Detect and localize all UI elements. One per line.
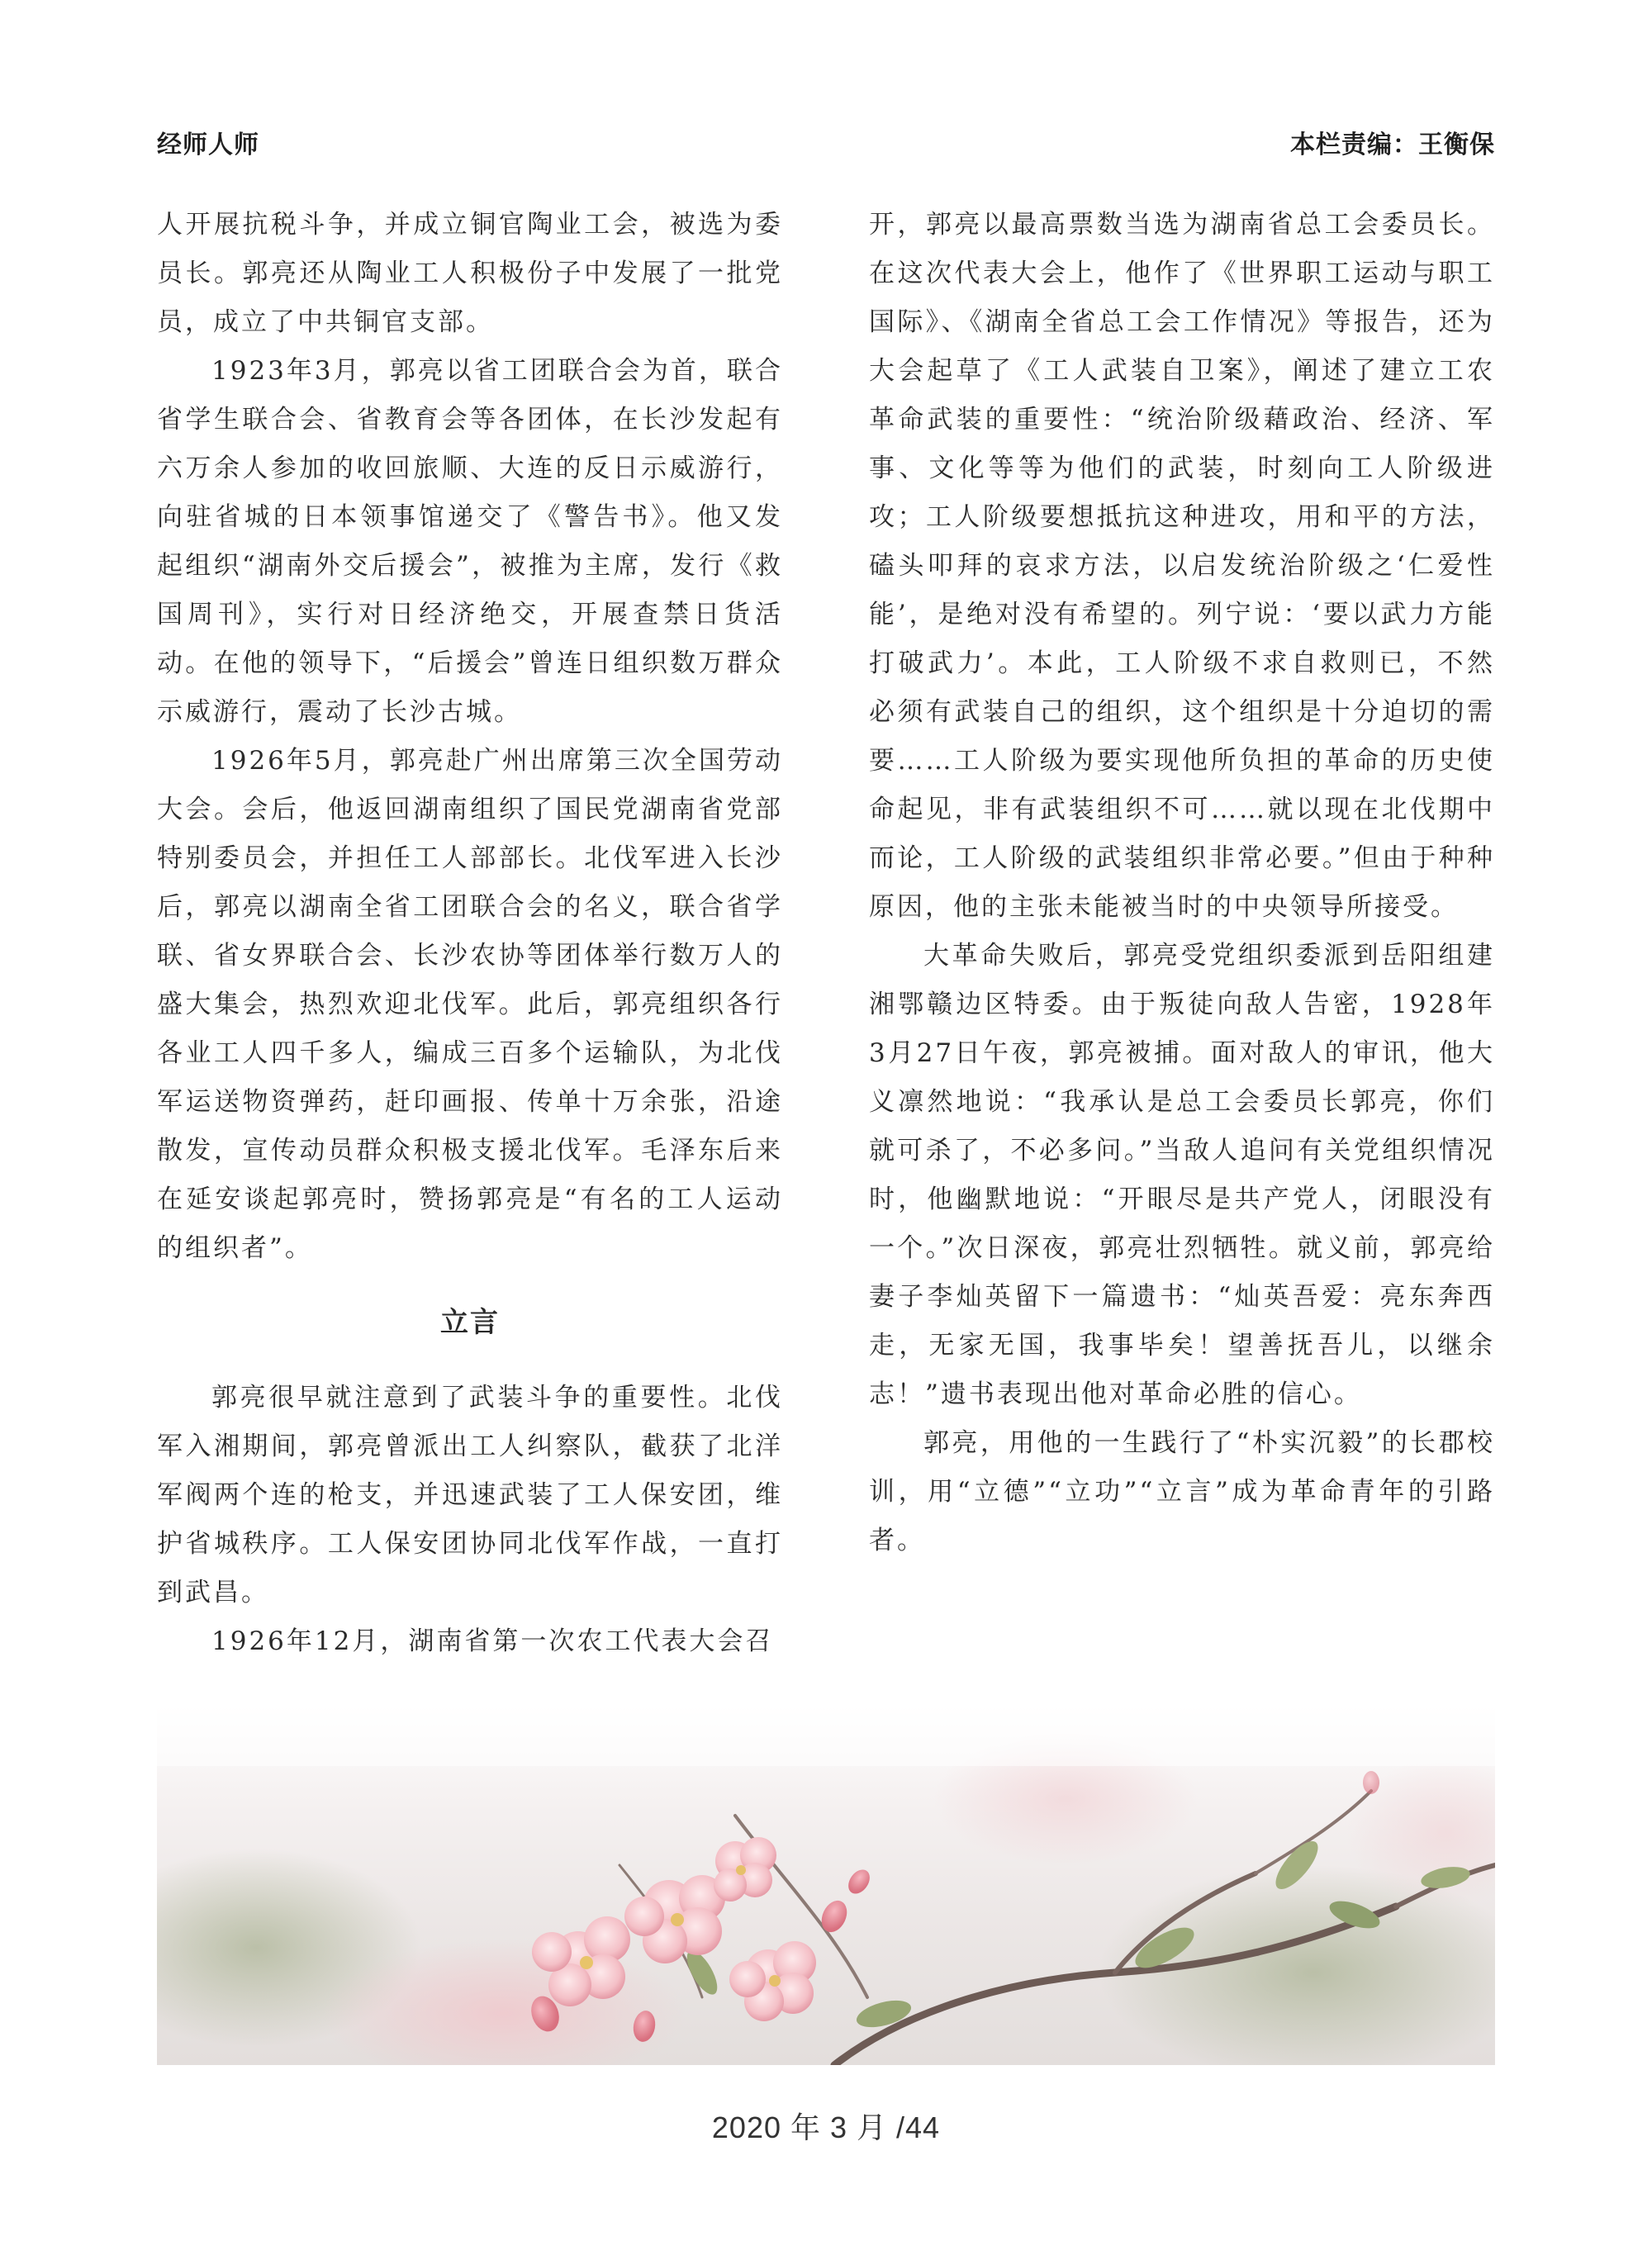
section-heading: 立言	[440, 1307, 500, 1338]
paragraph: 大革命失败后，郭亮受党组织委派到岳阳组建湘鄂赣边区特委。由于叛徒向敌人告密，1928年3月27日午夜，郭亮被捕。面对敌人的审讯，他大义凛然地说：“我承认是总工会委员长郭亮，你们就可杀了，不必多问。”当敌人追问有关党组织情况时，他幽默地说：“开眼尽是共产党人，闭眼没有一个。”次日深夜，郭亮壮烈牺牲。就义前，郭亮给妻子李灿英留下一篇遗书：“灿英吾爱：亮东奔西走，无家无国，我事毕矣！望善抚吾儿，以继余志！”遗书表现出他对革命必胜的信心。	[869, 941, 1495, 1409]
page-number: 2020 年 3 月 /44	[711, 2110, 941, 2144]
left-column	[157, 201, 783, 1666]
paragraph: 开，郭亮以最高票数当选为湖南省总工会委员长。在这次代表大会上，他作了《世界职工运动与职工国际》、《湖南全省总工会工作情况》等报告，还为大会起草了《工人武装自卫案》，阐述了建立工农革命武装的重要性：“统治阶级藉政治、经济、军事、文化等等为他们的武装，时刻向工人阶级进攻；工人阶级要想抵抗这种进攻，用和平的方法，磕头叩拜的哀求方法，以启发统治阶级之‘仁爱性能’，是绝对没有希望的。列宁说：‘要以武力方能打破武力’。本此，工人阶级不求自救则已，不然必须有武装自己的组织，这个组织是十分迫切的需要……工人阶级为要实现他所负担的革命的历史使命起见，非有武装组织不可……就以现在北伐期中而论，工人阶级的武装组织非常必要。”但由于种种原因，他的主张未能被当时的中央领导所接受。	[869, 210, 1495, 922]
column-editor: 本栏责编：王衡保	[1290, 131, 1495, 159]
cherry-blossom-image	[157, 1700, 1495, 2065]
paragraph: 1926年12月，湖南省第一次农工代表大会召	[211, 1626, 774, 1656]
right-column	[869, 201, 1495, 1565]
paragraph: 人开展抗税斗争，并成立铜官陶业工会，被选为委员长。郭亮还从陶业工人积极份子中发展了一批党员，成立了中共铜官支部。	[157, 210, 783, 337]
paragraph: 郭亮，用他的一生践行了“朴实沉毅”的长郡校训，用“立德”“立功”“立言”成为革命青年的引路者。	[869, 1428, 1495, 1555]
paragraph: 郭亮很早就注意到了武装斗争的重要性。北伐军入湘期间，郭亮曾派出工人纠察队，截获了北洋军阀两个连的枪支，并迅速武装了工人保安团，维护省城秩序。工人保安团协同北伐军作战，一直打到武昌。	[157, 1383, 783, 1607]
paragraph: 1923年3月，郭亮以省工团联合会为首，联合省学生联合会、省教育会等各团体，在长沙发起有六万余人参加的收回旅顺、大连的反日示威游行，向驻省城的日本领事馆递交了《警告书》。他又发起组织“湖南外交后援会”，被推为主席，发行《救国周刊》，实行对日经济绝交，开展查禁日货活动。在他的领导下，“后援会”曾连日组织数万群众示威游行，震动了长沙古城。	[157, 356, 783, 727]
section-name: 经师人师	[157, 131, 259, 159]
paragraph: 1926年5月，郭亮赴广州出席第三次全国劳动大会。会后，他返回湖南组织了国民党湖南省党部特别委员会，并担任工人部部长。北伐军进入长沙后，郭亮以湖南全省工团联合会的名义，联合省学联、省女界联合会、长沙农协等团体举行数万人的盛大集会，热烈欢迎北伐军。此后，郭亮组织各行各业工人四千多人，编成三百多个运输队，为北伐军运送物资弹药，赶印画报、传单十万余张，沿途散发，宣传动员群众积极支援北伐军。毛泽东后来在延安谈起郭亮时，赞扬郭亮是“有名的工人运动的组织者”。	[157, 746, 783, 1263]
